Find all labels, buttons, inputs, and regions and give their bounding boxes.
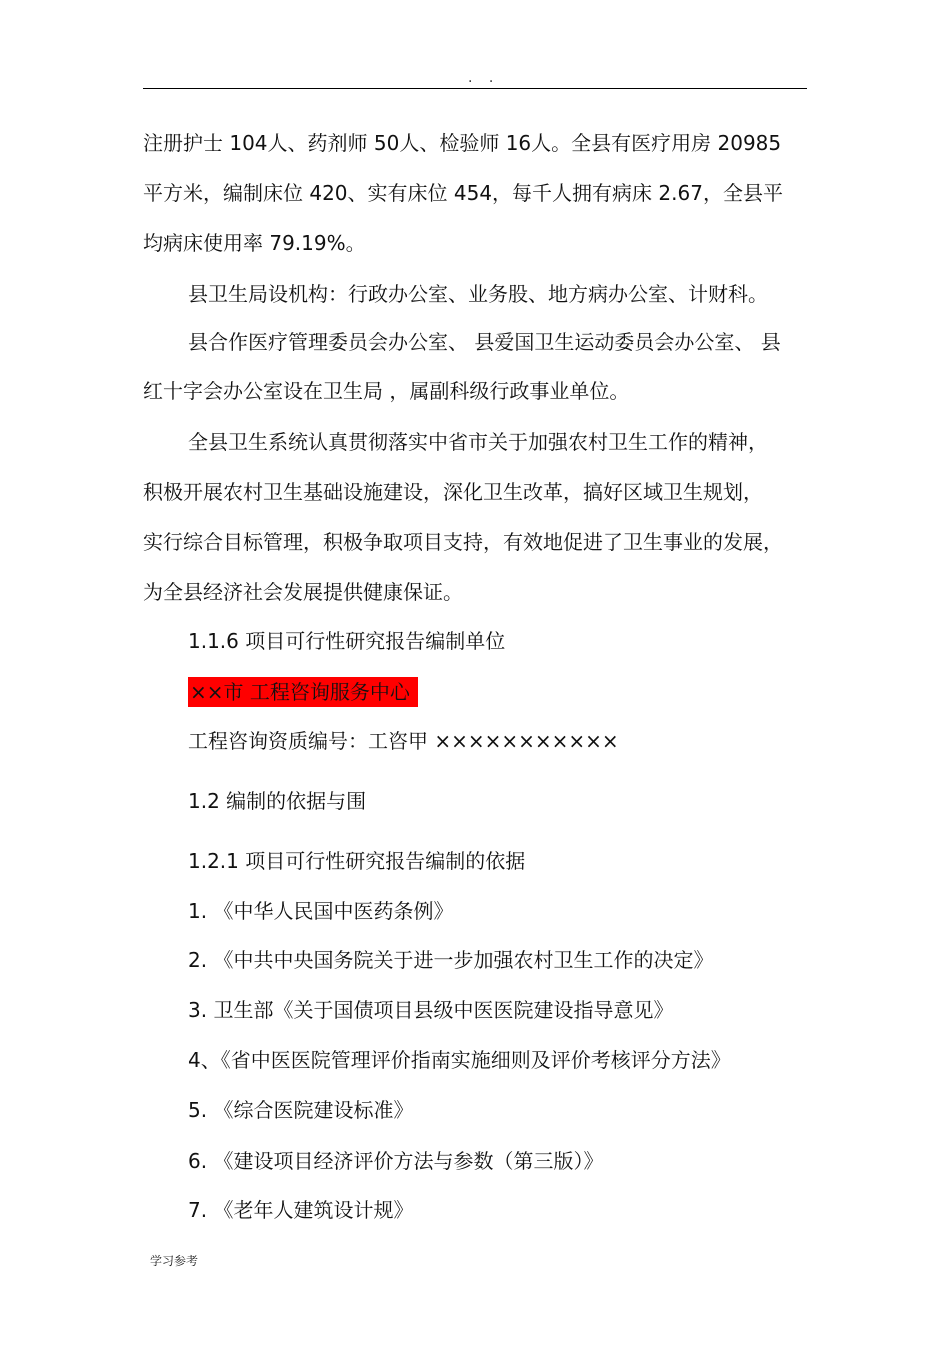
- paragraph-line: 红十字会办公室设在卫生局 ，属副科级行政事业单位。: [143, 379, 630, 403]
- paragraph-line: 县卫生局设机构：行政办公室、业务股、地方病办公室、计财科。: [188, 282, 768, 306]
- paragraph-line: 为全县经济社会发展提供健康保证。: [143, 580, 463, 604]
- paragraph-line: 注册护士 104人、药剂师 50人、检验师 16人。全县有医疗用房 20985: [143, 131, 782, 155]
- list-item: 1. 《中华人民国中医药条例》: [188, 899, 454, 923]
- paragraph-line: 均病床使用率 79.19%。: [143, 231, 366, 255]
- list-item: 6. 《建设项目经济评价方法与参数（第三版）》: [188, 1149, 604, 1173]
- header-rule: [143, 88, 807, 89]
- section-heading: 1.1.6 项目可行性研究报告编制单位: [188, 629, 506, 653]
- highlighted-organization: ××市 工程咨询服务中心: [188, 677, 418, 707]
- section-heading: 1.2.1 项目可行性研究报告编制的依据: [188, 849, 526, 873]
- section-heading: 1.2 编制的依据与围: [188, 789, 367, 813]
- list-item: 2. 《中共中央国务院关于进一步加强农村卫生工作的决定》: [188, 948, 714, 972]
- list-item: 4、《省中医医院管理评价指南实施细则及评价考核评分方法》: [188, 1048, 731, 1072]
- list-item: 3. 卫生部《关于国债项目县级中医医院建设指导意见》: [188, 998, 674, 1022]
- paragraph-line: 县合作医疗管理委员会办公室、 县爱国卫生运动委员会办公室、 县: [188, 330, 781, 354]
- footer-label: 学习参考: [150, 1254, 199, 1268]
- list-item: 7. 《老年人建筑设计规》: [188, 1198, 414, 1222]
- header-mark: . .: [468, 70, 500, 86]
- paragraph-line: 全县卫生系统认真贯彻落实中省市关于加强农村卫生工作的精神，: [188, 430, 768, 454]
- paragraph-line: 实行综合目标管理，积极争取项目支持，有效地促进了卫生事业的发展，: [143, 530, 783, 554]
- qualification-number: 工程咨询资质编号：工咨甲 ×××××××××××: [188, 729, 619, 753]
- paragraph-line: 平方米，编制床位 420、实有床位 454，每千人拥有病床 2.67，全县平: [143, 181, 783, 205]
- paragraph-line: 积极开展农村卫生基础设施建设，深化卫生改革，搞好区域卫生规划，: [143, 480, 763, 504]
- list-item: 5. 《综合医院建设标准》: [188, 1098, 414, 1122]
